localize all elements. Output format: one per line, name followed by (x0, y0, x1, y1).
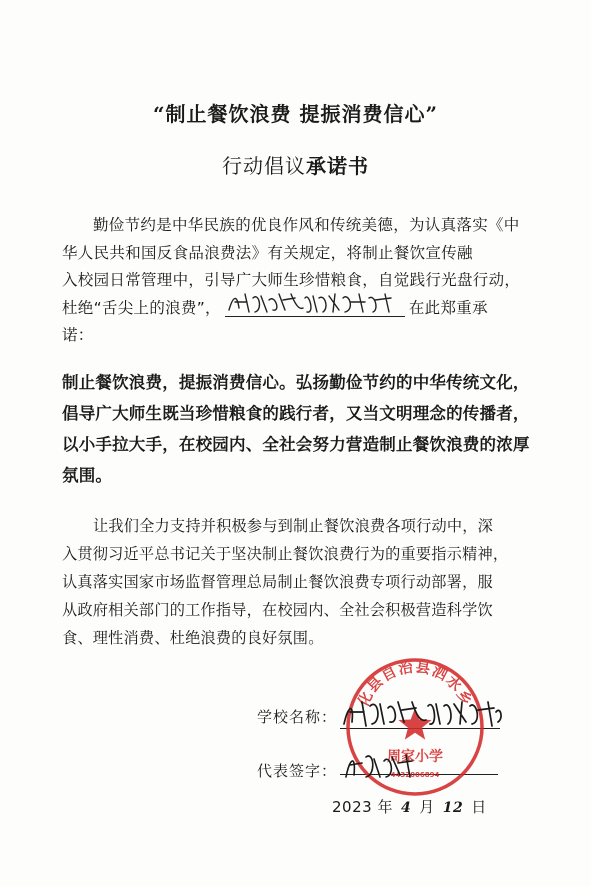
para3-line1: 让我们全力支持并积极参与到制止餐饮浪费各项行动中，深 (93, 517, 494, 535)
school-name-label: 学校名称： (257, 708, 338, 726)
document-title: “制止餐饮浪费 提振消费信心” (153, 102, 438, 126)
seal-center-text: 周家小学 (387, 749, 443, 765)
document-date (332, 796, 487, 817)
para2-line2: 倡导广大师生既当珍惜粮食的践行者，又当文明理念的传播者， (62, 404, 530, 423)
date-year: 2023 (332, 798, 373, 816)
seal-arc-text: 化县自治县泗水乡 (355, 659, 475, 710)
para3-line5: 食、理性消费、杜绝浪费的良好氛围。 (62, 629, 324, 647)
para1-line5: 诺： (62, 326, 94, 344)
paragraph-commitment (62, 367, 532, 491)
paragraph-intro (62, 212, 528, 350)
date-month: 4 (400, 800, 412, 816)
paragraph-action (62, 512, 532, 652)
subtitle-regular: 行动倡议 (222, 154, 306, 178)
date-year-unit: 年 (377, 798, 393, 816)
date-day: 12 (442, 800, 464, 816)
representative-label: 代表签字： (257, 762, 338, 780)
document-subtitle (0, 150, 591, 179)
date-day-unit: 日 (471, 798, 487, 816)
para1-line4-suffix: 在此郑重承 (408, 298, 488, 317)
handwritten-representative-signature (340, 747, 420, 783)
para2-line1: 制止餐饮浪费，提振消费信心。弘扬勤俭节约的中华传统文化， (62, 373, 530, 392)
seal-number: 4432006894 (390, 771, 440, 779)
para1-line3: 入校园日常管理中，引导广大师生珍惜粮食，自觉践行光盘行动， (62, 271, 521, 289)
para2-line4: 氛围。 (62, 466, 113, 485)
handwritten-school-signature (338, 692, 506, 732)
date-month-unit: 月 (419, 798, 435, 816)
handwritten-school-name (225, 288, 400, 318)
subtitle-bold: 承诺书 (306, 154, 369, 178)
school-name-inline-signature (225, 296, 405, 317)
para3-line2: 入贯彻习近平总书记关于坚决制止餐饮浪费行为的重要指示精神， (62, 545, 509, 563)
para1-line2: 华人民共和国反食品浪费法》有关规定，将制止餐饮宣传融 (62, 243, 473, 262)
para3-line3: 认真落实国家市场监督管理总局制止餐饮浪费专项行动部署，服 (62, 573, 493, 591)
para1-line4-prefix: 杜绝“舌尖上的浪费”， (62, 298, 221, 317)
para3-line4: 从政府相关部门的工作指导，在校园内、全社会积极营造科学饮 (62, 601, 493, 619)
para1-line1: 勤俭节约是中华民族的优良作风和传统美德，为认真落实《中 (93, 216, 520, 234)
para2-line3: 以小手拉大手，在校园内、全社会努力营造制止餐饮浪费的浓厚 (62, 435, 530, 454)
